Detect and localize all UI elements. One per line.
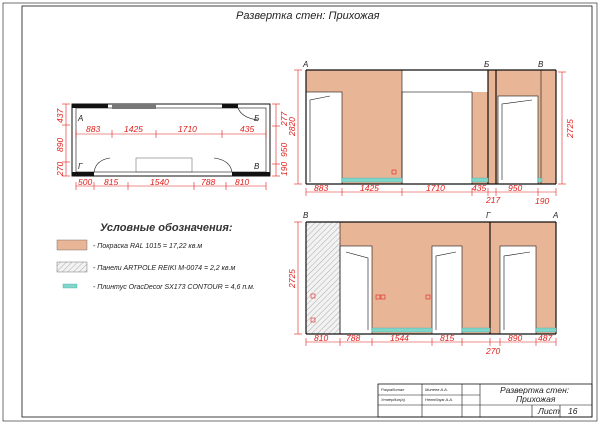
elev1-opening-center	[402, 92, 472, 184]
plan-left-dim-1: 890	[55, 137, 65, 152]
stamp-sheet-label: Лист	[538, 406, 560, 416]
elev1-dim-4: 950	[508, 183, 523, 193]
elev2-dim-0: 810	[314, 333, 329, 343]
plan-wall-bottom-left	[72, 172, 94, 176]
plan-top-dim-2: 1710	[178, 124, 197, 134]
elev2-dim-3: 815	[440, 333, 455, 343]
stamp-role-1: Утвердил(а)	[381, 397, 405, 402]
plan-bottom-dim-3: 788	[201, 177, 216, 187]
elev1-dim-1: 1425	[360, 183, 379, 193]
elev1-plinth-2	[472, 178, 488, 182]
plan-bottom-dim-1: 815	[104, 177, 119, 187]
plan-top-dim-1: 1425	[124, 124, 143, 134]
sheet-border	[3, 3, 597, 421]
elev2-opening-2	[432, 246, 462, 334]
stamp-sheet-number: 16	[568, 406, 578, 416]
legend-item-plinth: - Плинтус OracDecor SX173 CONTOUR = 4,6 п.м.	[93, 284, 255, 291]
legend-item-hatch: - Панели ARTPOLE REIKI M-0074 = 2,2 кв.м	[93, 265, 236, 272]
elev1-plinth-3	[538, 178, 542, 182]
stamp-name-1: Нелюбаум А.А.	[425, 397, 453, 402]
plan-wall-bottom-right	[232, 172, 270, 176]
plan-letter-g: Г	[78, 162, 83, 171]
elev1-dim-low-0: 217	[486, 195, 501, 205]
elev1-plinth-1	[342, 178, 402, 182]
plan-letter-a: А	[78, 114, 84, 123]
elev1-window	[402, 70, 488, 92]
plan-door-swing-left	[94, 158, 110, 172]
plan-right-dim-2: 190	[279, 161, 289, 176]
elev2-dim-low-0: 270	[486, 346, 501, 356]
wall-elevation-1	[287, 60, 575, 206]
legend-item-paint: - Покраска RAL 1015 = 17,22 кв.м	[93, 243, 203, 250]
elev2-letter-v: В	[303, 211, 309, 220]
floor-plan	[55, 104, 289, 190]
elev2-plinth-1	[372, 328, 432, 332]
plan-letter-b: Б	[254, 114, 260, 123]
elev1-opening-left	[306, 92, 342, 184]
elev1-height-right: 2725	[565, 119, 575, 138]
plan-left-dim-0: 437	[55, 108, 65, 123]
elev2-height: 2725	[287, 269, 297, 288]
elev2-opening-3	[500, 246, 536, 334]
elev1-dim-2: 1710	[426, 183, 445, 193]
elev2-plinth-2	[462, 328, 490, 332]
elev1-letter-b: Б	[484, 60, 490, 69]
plan-wall-top-right	[222, 104, 238, 108]
elev1-letter-v: В	[538, 60, 544, 69]
plan-wall-top-panel	[112, 104, 156, 109]
stamp-name-0: Минеев А.А.	[425, 387, 448, 392]
elev1-dim-0: 883	[314, 183, 329, 193]
elev2-dim-5: 487	[538, 333, 553, 343]
legend-swatch-paint	[57, 240, 87, 250]
elev2-panel-hatch	[306, 222, 340, 334]
elev1-opening-right	[498, 96, 538, 184]
elev2-dim-1: 788	[346, 333, 361, 343]
elev1-dim-3: 435	[472, 183, 487, 193]
title-block	[378, 384, 592, 417]
plan-bottom-dim-2: 1540	[150, 177, 169, 187]
plan-right-dim-1: 950	[279, 142, 289, 157]
stamp-project-title: Развертка стен:	[500, 385, 570, 395]
legend-swatch-plinth	[63, 284, 77, 288]
plan-door-swing-right	[214, 158, 232, 172]
legend	[57, 222, 255, 291]
elev2-opening-1	[340, 246, 372, 334]
legend-swatch-hatch	[57, 262, 87, 272]
stamp-role-0: Разработал	[381, 387, 405, 392]
elev2-letter-g: Г	[486, 211, 491, 220]
plan-right-dim-0: 277	[279, 111, 289, 126]
sheet-title: Развертка стен: Прихожая	[236, 10, 380, 22]
stamp-project-subtitle: Прихожая	[516, 394, 556, 404]
elev2-letter-a: А	[553, 211, 559, 220]
wall-elevation-2	[287, 211, 558, 356]
plan-wall-top-left	[72, 104, 108, 108]
plan-top-dim-0: 883	[86, 124, 101, 134]
elev1-letter-a: А	[303, 60, 309, 69]
plan-letter-v: В	[254, 162, 260, 171]
plan-left-dim-2: 270	[55, 161, 65, 176]
elev1-height: 2820	[287, 117, 297, 136]
elev2-dim-4: 890	[508, 333, 523, 343]
plan-bottom-dim-4: 810	[235, 177, 250, 187]
plan-top-dim-3: 435	[240, 124, 255, 134]
plan-inner-wall	[76, 108, 266, 172]
plan-cabinet	[136, 158, 192, 172]
elev1-dim-low-1: 190	[535, 196, 550, 206]
elev2-plinth-3	[536, 328, 556, 332]
legend-heading: Условные обозначения:	[100, 222, 233, 234]
elev2-dim-2: 1544	[390, 333, 409, 343]
plan-bottom-dim-0: 500	[78, 177, 93, 187]
plan-outer-wall	[72, 104, 270, 176]
